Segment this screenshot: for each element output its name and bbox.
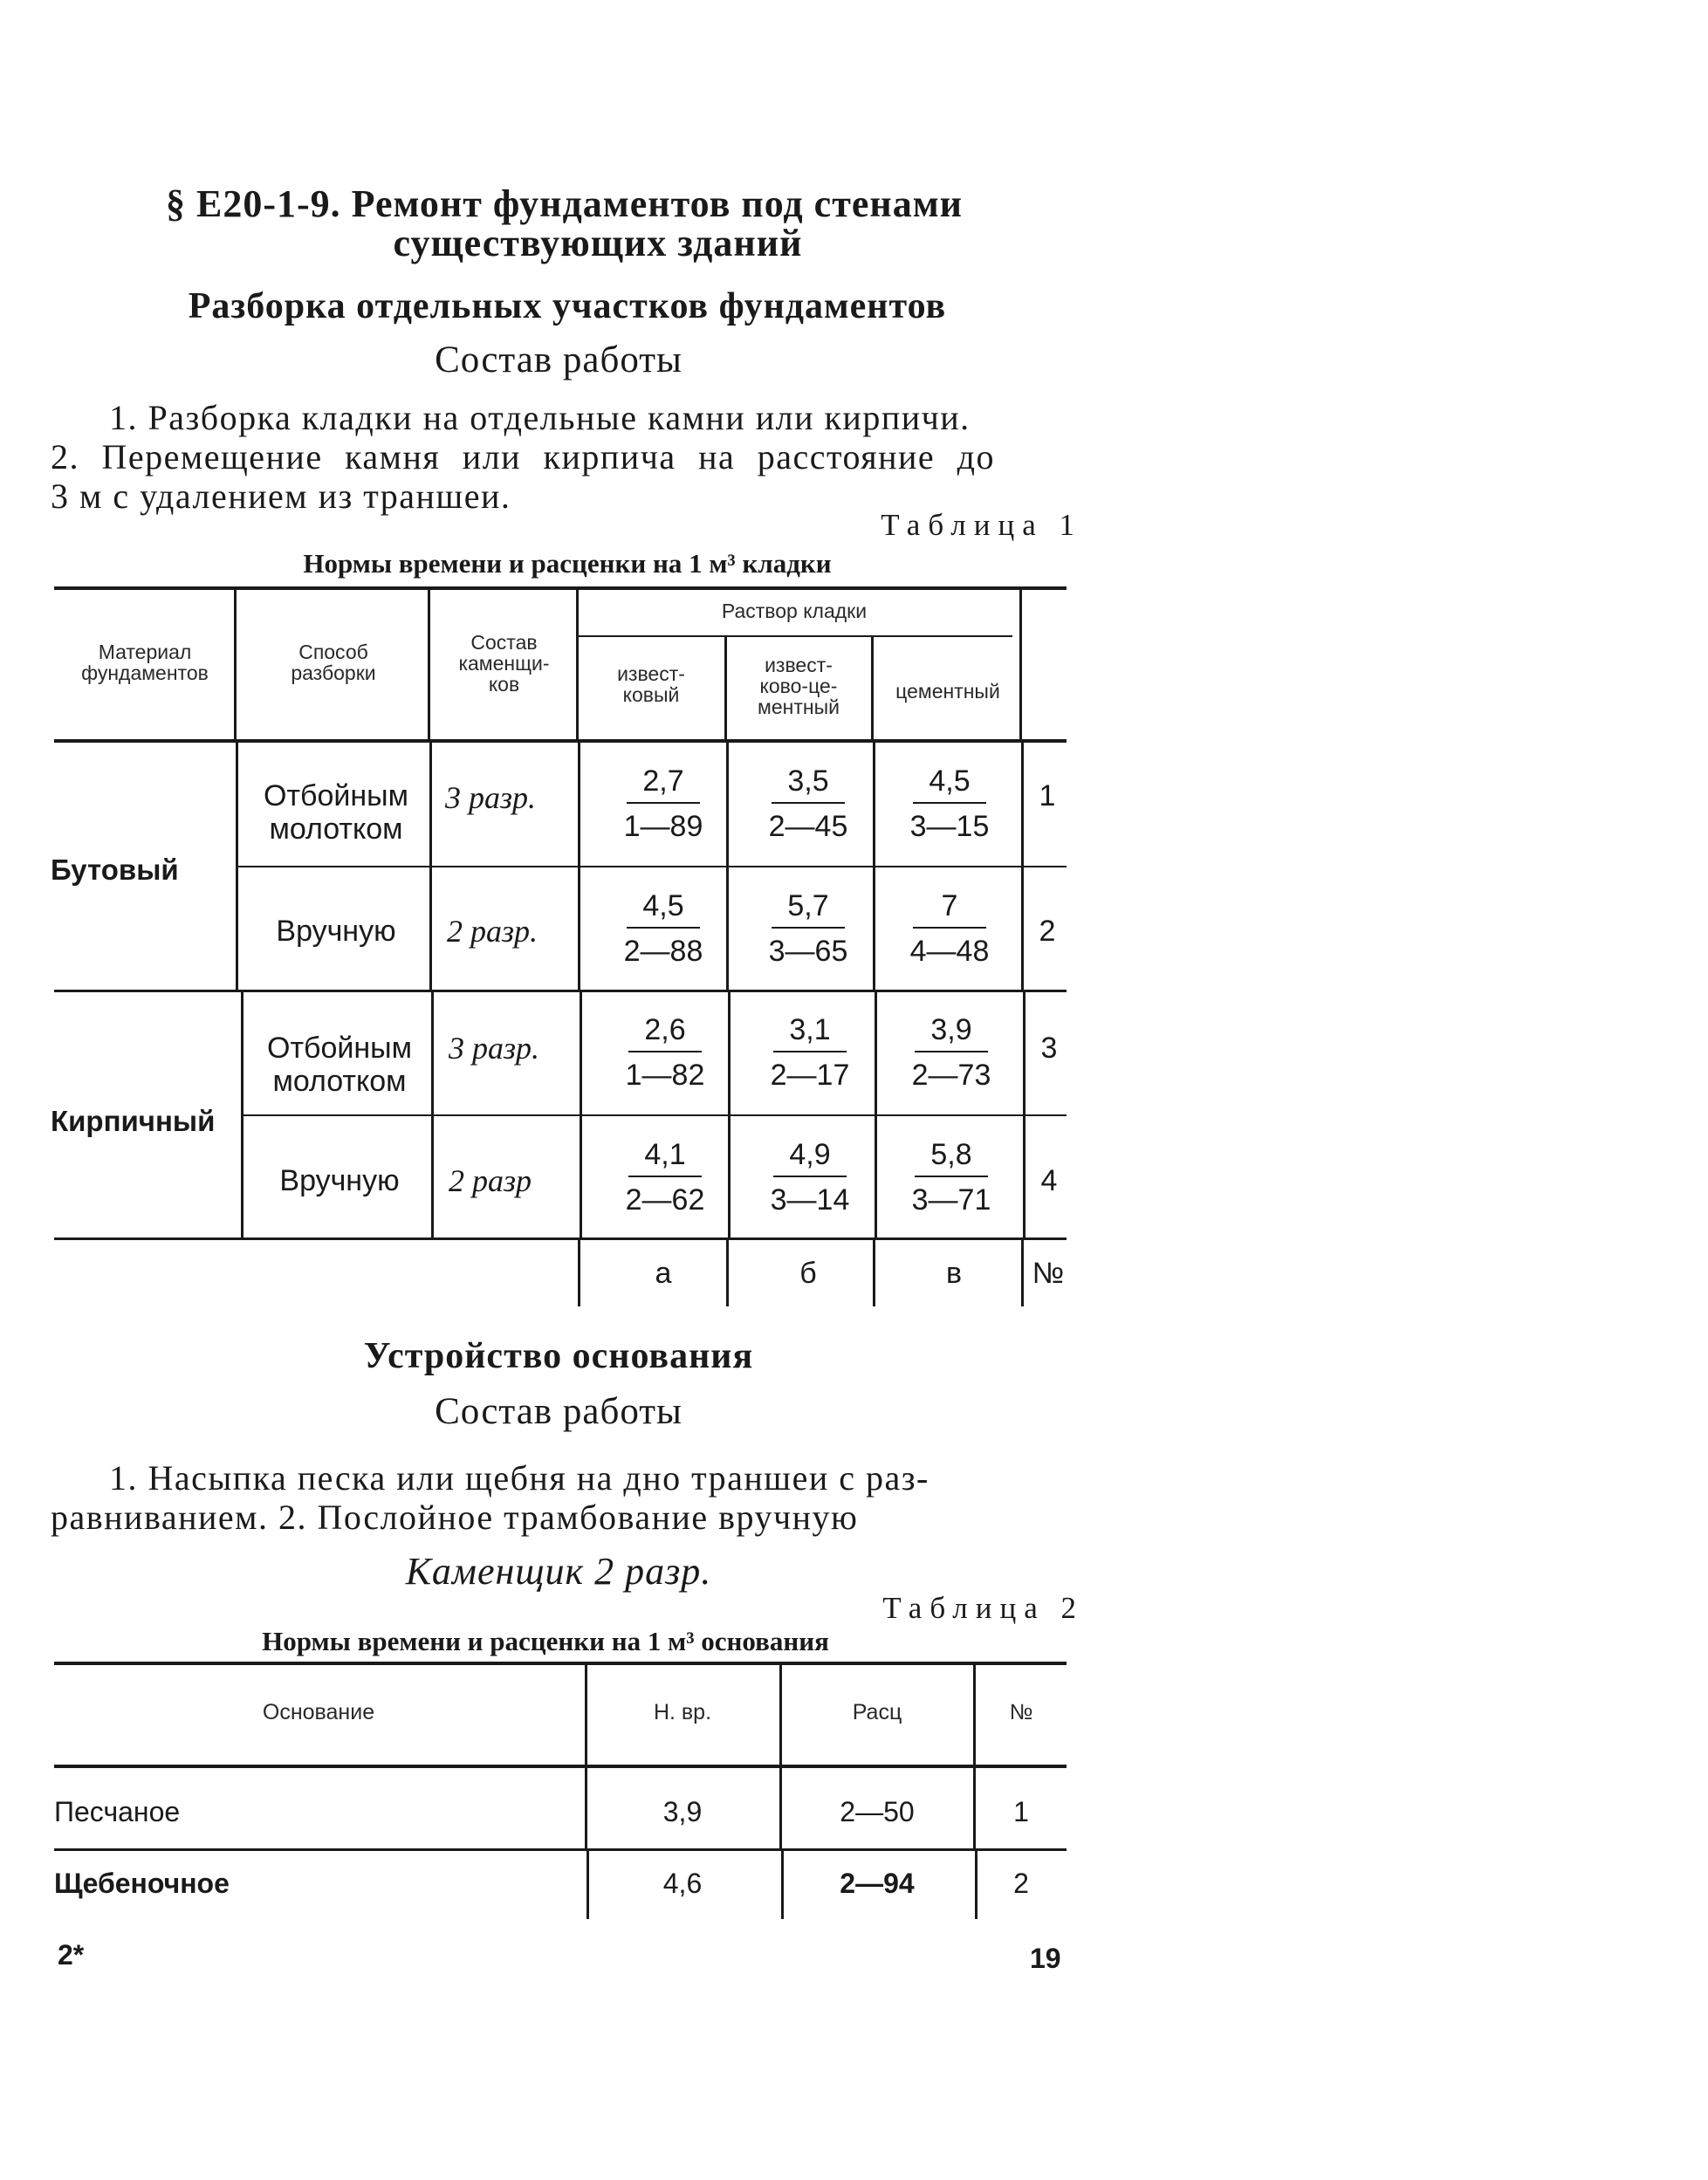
part2-composition-heading: Состав работы xyxy=(435,1391,683,1432)
table2-row-no: 2 xyxy=(1013,1868,1029,1899)
part1-composition-line3: 3 м с удалением из траншеи. xyxy=(51,476,511,516)
table1-crew: 2 разр xyxy=(449,1163,532,1198)
table1-cell-a: 2,7 1—89 xyxy=(623,764,703,843)
table1-method: Отбойным молотком xyxy=(267,1032,412,1098)
table1-cell-a: 4,5 2—88 xyxy=(623,889,703,968)
table2-row-time: 3,9 xyxy=(662,1796,703,1827)
signature-mark: 2* xyxy=(58,1939,85,1971)
table1-header-mortar: Раствор кладки xyxy=(721,600,868,622)
table2-header-time: Н. вр. xyxy=(653,1700,712,1724)
table2-header-base: Основание xyxy=(262,1700,375,1724)
table2-row-no: 1 xyxy=(1013,1796,1029,1827)
table1-cell-a: 2,6 1—82 xyxy=(625,1013,705,1092)
table2-title: Нормы времени и расценки на 1 м³ основания xyxy=(262,1626,829,1656)
table2-header-rate: Расц xyxy=(852,1700,902,1724)
table1-header-mortar-cement: цементный xyxy=(895,680,1000,703)
table2-label: Таблица 2 xyxy=(882,1591,1084,1625)
table1-row-number: 2 xyxy=(1039,915,1056,948)
table1-footer-no: № xyxy=(1032,1257,1065,1290)
table2-row-base: Щебеночное xyxy=(54,1868,230,1899)
part1-heading: Разборка отдельных участков фундаментов xyxy=(188,286,947,326)
table1-row-number: 4 xyxy=(1040,1164,1058,1197)
table1-method: Отбойным молотком xyxy=(264,779,408,846)
page-number: 19 xyxy=(1030,1943,1061,1974)
table1-row-number: 1 xyxy=(1039,779,1056,812)
part2-composition-line2: равниванием. 2. Послойное трамбование вручную xyxy=(51,1498,859,1537)
table1-cell-b: 3,5 2—45 xyxy=(768,764,848,843)
table2-row-base: Песчаное xyxy=(54,1796,181,1827)
table2-row-time: 4,6 xyxy=(662,1868,703,1899)
table1-row-number: 3 xyxy=(1040,1032,1058,1065)
section-title-line2: существующих зданий xyxy=(393,222,803,264)
table1-cell-c: 7 4—48 xyxy=(909,889,990,968)
table1-material-rubble: Бутовый xyxy=(51,853,179,886)
table1-header-crew: Состав каменщи-ков xyxy=(458,631,550,696)
part2-composition-line1: 1. Насыпка песка или щебня на дно траншеи с раз- xyxy=(109,1458,929,1498)
table1-footer-a: а xyxy=(655,1257,672,1290)
table1-cell-a: 4,1 2—62 xyxy=(625,1138,705,1217)
table1-header-mortar-lime-cement: извест-ково-це-ментный xyxy=(758,654,840,718)
table1-crew: 3 разр. xyxy=(449,1031,540,1066)
table1-label: Таблица 1 xyxy=(881,508,1082,542)
table1-cell-b: 5,7 3—65 xyxy=(768,889,848,968)
part2-heading: Устройство основания xyxy=(363,1336,754,1376)
part1-composition-line2: 2. Перемещение камня или кирпича на расстояние до xyxy=(51,437,996,476)
table1-header-method: Способ разборки xyxy=(291,641,376,684)
table1-header-mortar-lime: извест-ковый xyxy=(617,662,685,706)
table1-method: Вручную xyxy=(276,915,396,948)
table1-material-brick: Кирпичный xyxy=(51,1105,216,1137)
table1-cell-c: 4,5 3—15 xyxy=(909,764,990,843)
table2-row-rate: 2—94 xyxy=(840,1868,915,1899)
table1-crew: 3 разр. xyxy=(445,780,537,815)
table1-cell-c: 5,8 3—71 xyxy=(911,1138,991,1217)
table1-cell-b: 3,1 2—17 xyxy=(770,1013,850,1092)
table1-cell-b: 4,9 3—14 xyxy=(770,1138,850,1217)
table1-footer-b: б xyxy=(799,1257,817,1290)
table2-row-rate: 2—50 xyxy=(840,1796,915,1827)
table1-footer-c: в xyxy=(945,1257,963,1290)
table1-crew: 2 разр. xyxy=(447,914,538,949)
table1-method: Вручную xyxy=(279,1164,400,1197)
table2-header-no: № xyxy=(1009,1700,1033,1724)
part1-composition-heading: Состав работы xyxy=(435,339,683,380)
section-title-line1: § Е20-1-9. Ремонт фундаментов под стенами xyxy=(166,182,964,225)
part1-composition-line1: 1. Разборка кладки на отдельные камни или кирпичи. xyxy=(109,398,971,437)
table1-header-material: Материал фундаментов xyxy=(81,641,209,684)
table1-title: Нормы времени и расценки на 1 м³ кладки xyxy=(303,548,832,579)
table1-cell-c: 3,9 2—73 xyxy=(911,1013,991,1092)
part2-crew: Каменщик 2 разр. xyxy=(405,1550,712,1593)
